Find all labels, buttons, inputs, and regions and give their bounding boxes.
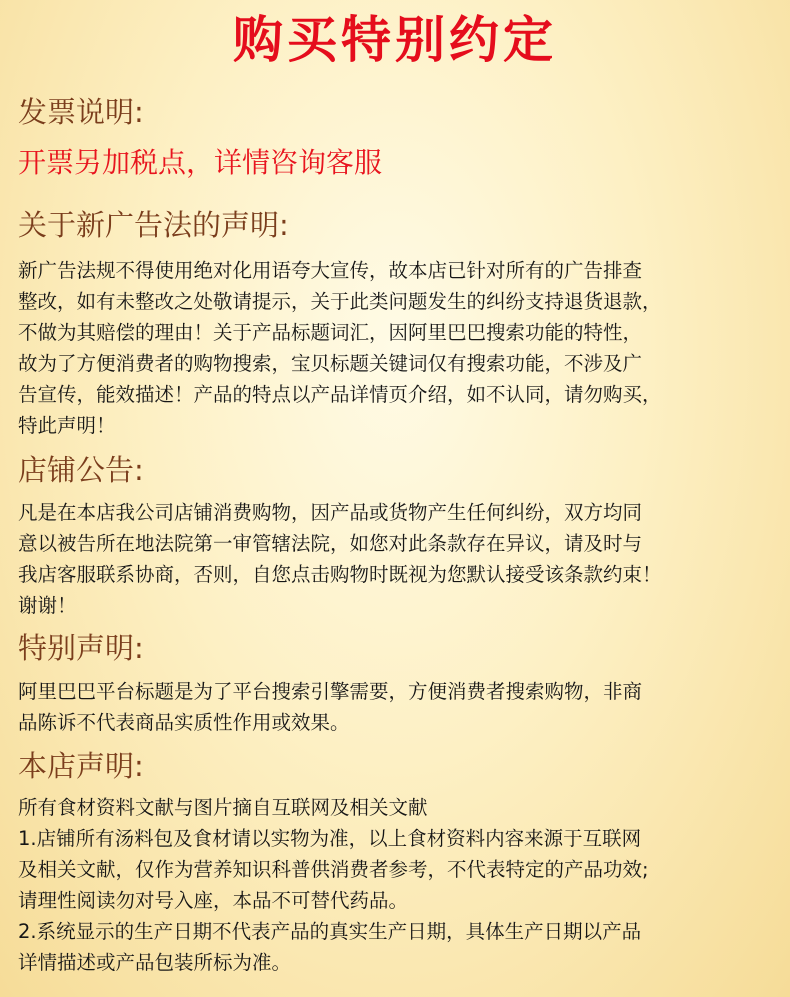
store-notice-line: 我店客服联系协商，否则，自您点击购物时既视为您默认接受该条款约束！ bbox=[18, 563, 662, 586]
store-notice-line: 谢谢！ bbox=[18, 594, 77, 617]
special-heading: 特别声明: bbox=[18, 631, 144, 665]
store-notice-line: 意以被告所在地法院第一审管辖法院，如您对此条款存在异议，请及时与 bbox=[18, 532, 643, 555]
ad-law-line: 整改，如有未整改之处敬请提示，关于此类问题发生的纠纷支持退货退款， bbox=[18, 290, 662, 313]
special-paragraph bbox=[18, 676, 778, 738]
ad-law-line: 告宣传，能效描述！产品的特点以产品详情页介绍，如不认同，请勿购买， bbox=[18, 383, 662, 406]
store-statement-line: 所有食材资料文献与图片摘自互联网及相关文献 bbox=[18, 796, 428, 819]
store-statement-line: 及相关文献，仅作为营养知识科普供消费者参考，不代表特定的产品功效; bbox=[18, 858, 649, 881]
store-statement-line: 详情描述或产品包装所标为准。 bbox=[18, 951, 292, 974]
ad-law-line: 故为了方便消费者的购物搜索，宝贝标题关键词仅有搜索功能，不涉及广 bbox=[18, 352, 643, 375]
store-notice-heading: 店铺公告: bbox=[18, 453, 144, 487]
store-notice-line: 凡是在本店我公司店铺消费购物，因产品或货物产生任何纠纷，双方均同 bbox=[18, 501, 643, 524]
store-notice-paragraph bbox=[18, 497, 778, 621]
ad-law-line: 特此声明！ bbox=[18, 414, 116, 437]
store-statement-paragraph bbox=[18, 792, 778, 978]
ad-law-paragraph bbox=[18, 255, 778, 441]
store-statement-line: 2.系统显示的生产日期不代表产品的真实生产日期，具体生产日期以产品 bbox=[18, 920, 642, 943]
invoice-text: 开票另加税点，详情咨询客服 bbox=[18, 146, 383, 179]
ad-law-line: 不做为其赔偿的理由！关于产品标题词汇，因阿里巴巴搜索功能的特性， bbox=[18, 321, 643, 344]
store-statement-heading: 本店声明: bbox=[18, 749, 144, 783]
ad-law-line: 新广告法规不得使用绝对化用语夸大宣传，故本店已针对所有的广告排查 bbox=[18, 259, 643, 282]
invoice-heading: 发票说明: bbox=[18, 95, 144, 129]
special-line: 品陈诉不代表商品实质性作用或效果。 bbox=[18, 711, 350, 734]
ad-law-heading: 关于新广告法的声明: bbox=[18, 208, 289, 242]
store-statement-line: 请理性阅读勿对号入座，本品不可替代药品。 bbox=[18, 889, 409, 912]
page-title: 购买特别约定 bbox=[233, 11, 557, 69]
store-statement-line: 1.店铺所有汤料包及食材请以实物为准，以上食材资料内容来源于互联网 bbox=[18, 827, 642, 850]
special-line: 阿里巴巴平台标题是为了平台搜索引擎需要，方便消费者搜索购物，非商 bbox=[18, 680, 643, 703]
